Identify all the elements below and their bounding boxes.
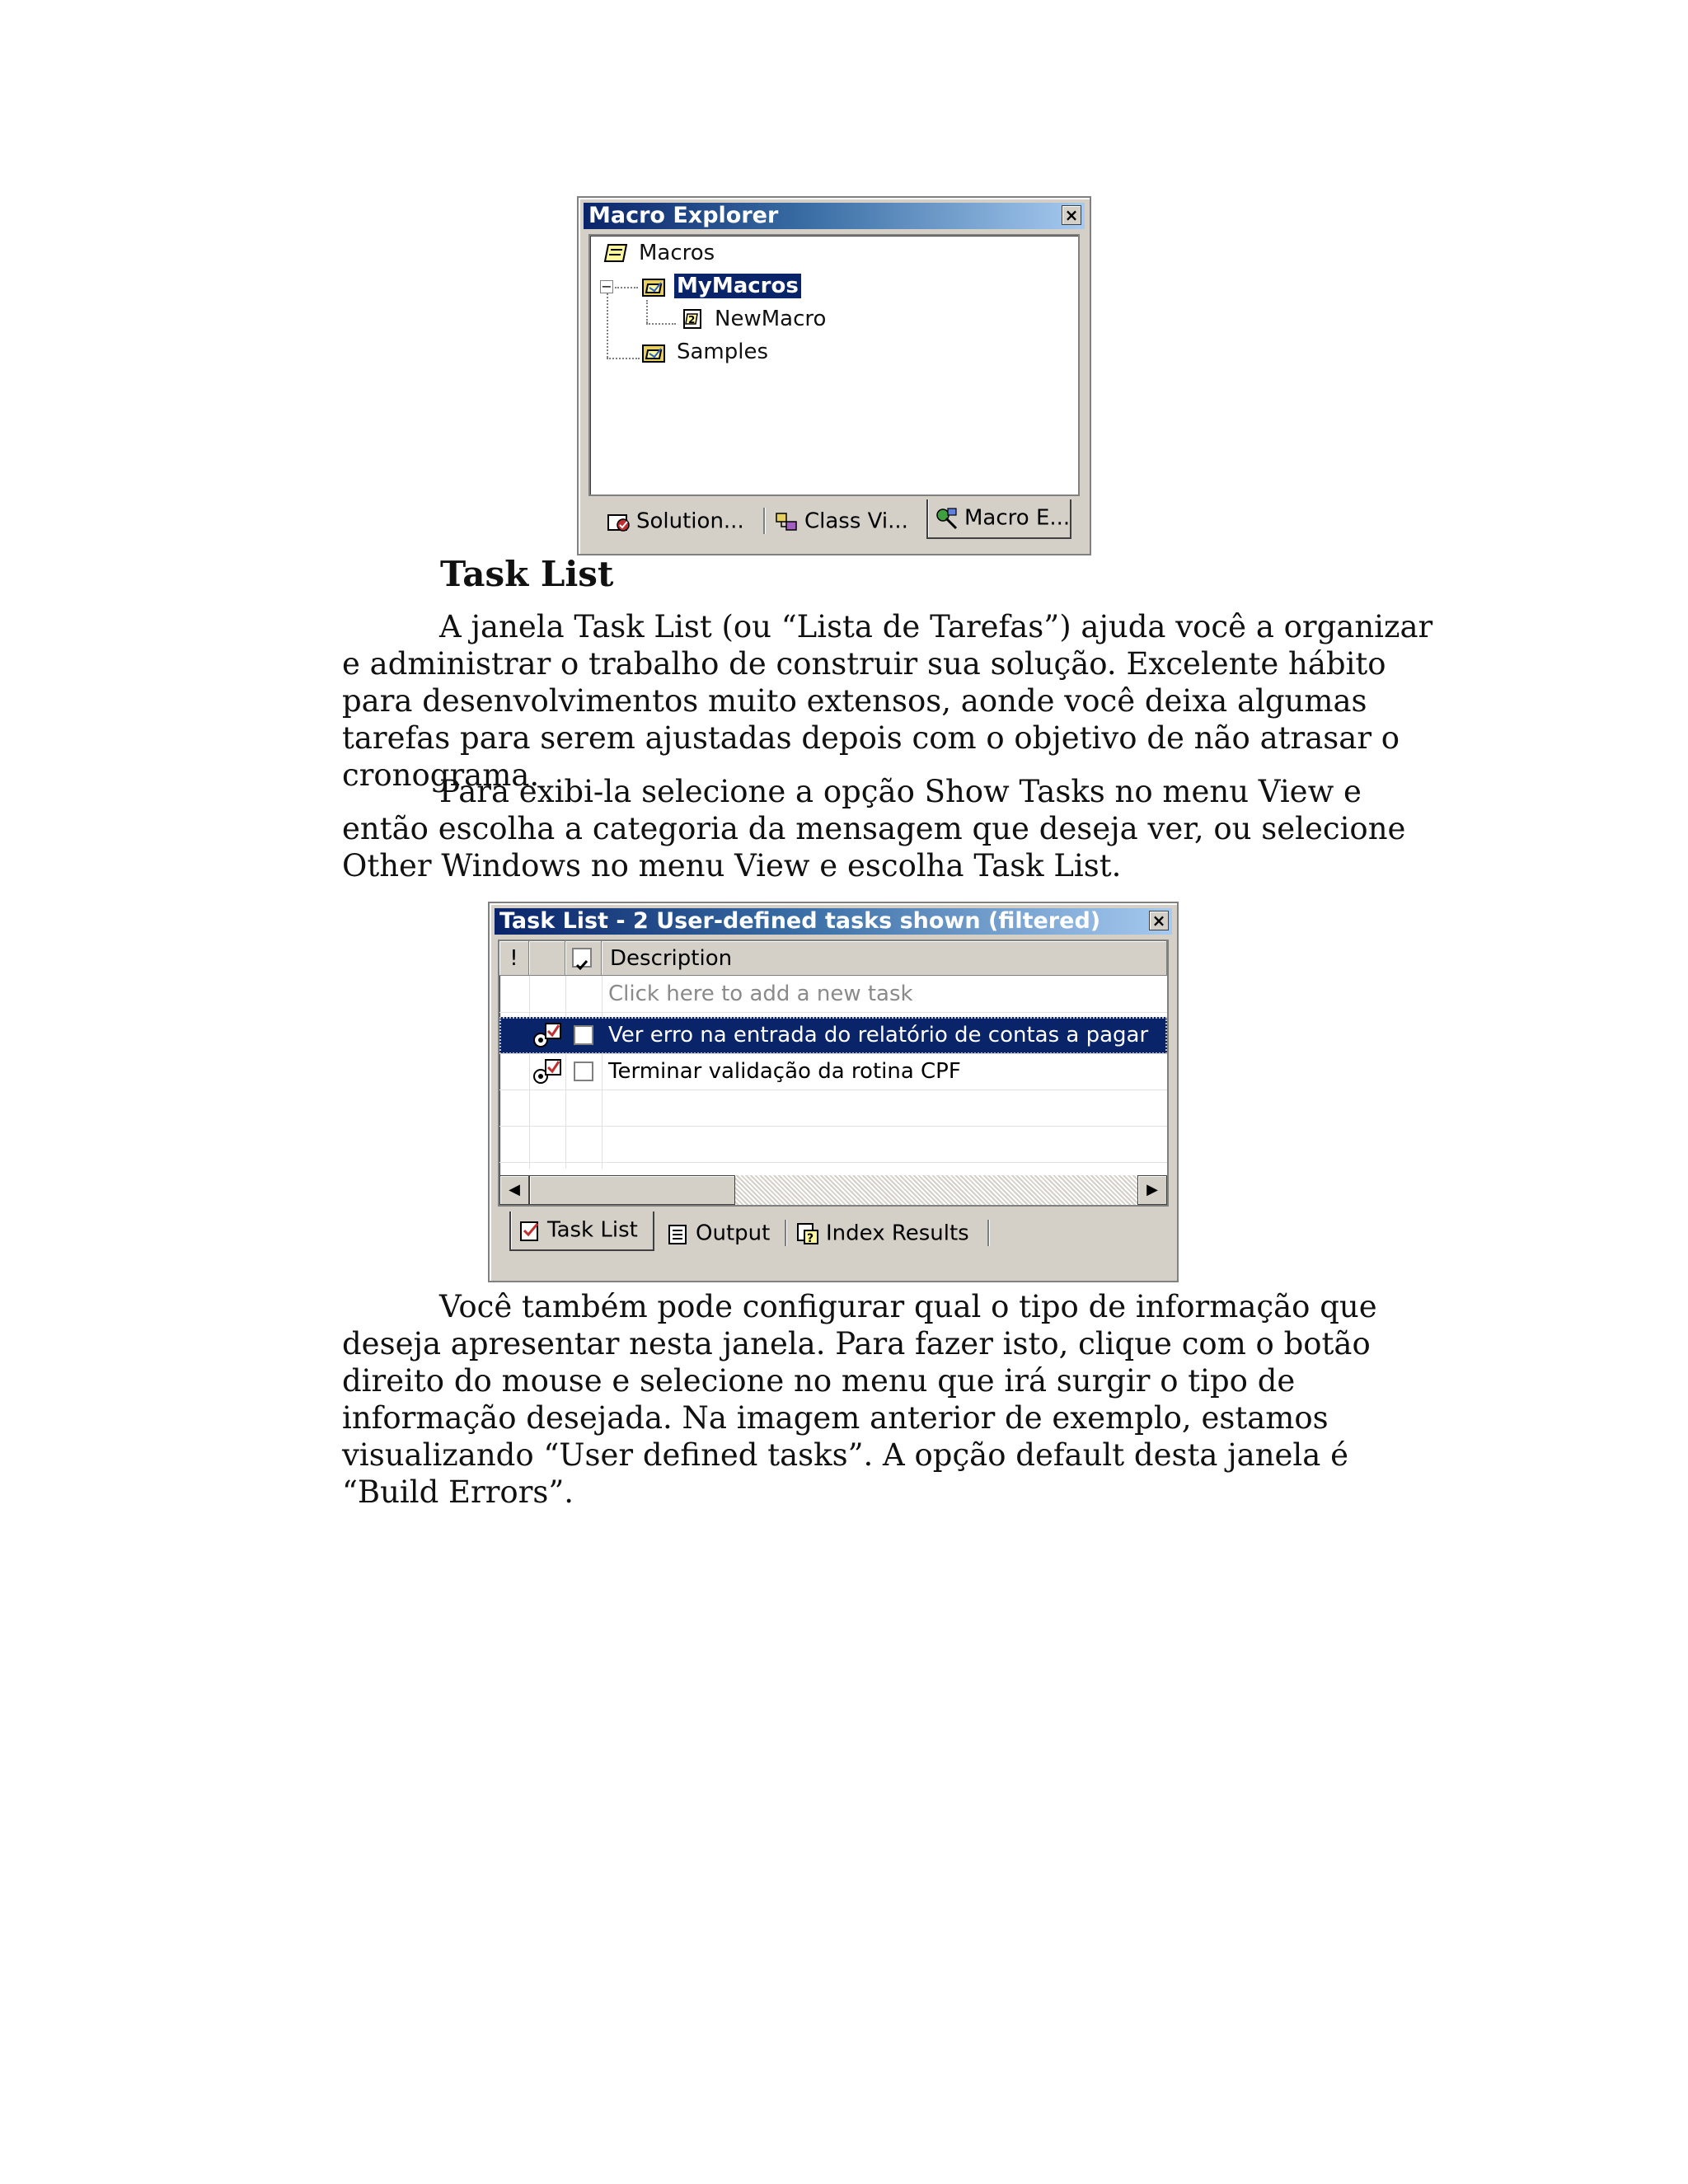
tab-separator bbox=[987, 1220, 990, 1246]
task-description[interactable]: Terminar validação da rotina CPF bbox=[608, 1059, 961, 1084]
svg-text:?: ? bbox=[807, 1231, 814, 1245]
tab-separator bbox=[785, 1220, 787, 1246]
macro-explorer-title: Macro Explorer bbox=[588, 203, 779, 228]
tree-connector bbox=[607, 284, 608, 358]
macro-project-icon bbox=[641, 274, 668, 298]
task-list-close-button[interactable]: × bbox=[1149, 911, 1169, 930]
macros-scroll-icon bbox=[603, 241, 630, 265]
task-list-window bbox=[488, 902, 1179, 1282]
tree-connector bbox=[607, 358, 640, 359]
scroll-right-button[interactable]: ▶ bbox=[1137, 1175, 1167, 1205]
tree-connector bbox=[646, 323, 676, 325]
tree-item-label: MyMacros bbox=[674, 274, 801, 298]
tab-label: Solution... bbox=[636, 509, 744, 534]
paragraph-3 bbox=[342, 1288, 1438, 1511]
add-task-placeholder[interactable]: Click here to add a new task bbox=[608, 982, 913, 1006]
tab-index-results[interactable] bbox=[790, 1215, 984, 1251]
tab-output[interactable] bbox=[659, 1215, 781, 1251]
table-row[interactable] bbox=[499, 1053, 1167, 1090]
tab-separator bbox=[763, 508, 766, 534]
macro-explorer-window bbox=[577, 196, 1091, 555]
tab-class-view[interactable] bbox=[768, 503, 925, 539]
index-results-icon bbox=[796, 1222, 821, 1245]
tab-solution-explorer[interactable] bbox=[600, 503, 762, 539]
macro-explorer-close-button[interactable]: × bbox=[1062, 205, 1081, 225]
tree-connector bbox=[615, 287, 638, 288]
macro-explorer-icon bbox=[935, 507, 959, 530]
task-complete-checkbox[interactable] bbox=[574, 1025, 593, 1045]
tab-label: Class Vi... bbox=[804, 509, 908, 534]
task-list-icon bbox=[518, 1219, 542, 1242]
task-list-tabs bbox=[498, 1212, 1169, 1256]
macro-module-icon bbox=[679, 307, 706, 330]
column-header-type[interactable] bbox=[529, 941, 565, 976]
tab-label: Index Results bbox=[826, 1221, 969, 1246]
solution-explorer-icon bbox=[607, 510, 631, 533]
task-complete-checkbox[interactable] bbox=[574, 1062, 593, 1081]
macro-project-icon bbox=[641, 340, 668, 363]
empty-row bbox=[499, 1090, 1167, 1127]
task-list-titlebar[interactable] bbox=[495, 908, 1172, 935]
paragraph-1-text: A janela Task List (ou “Lista de Tarefas”) ajuda você a organizar e administrar o trabalho de construir sua solução. Excelente hábito para desenvolvimentos muito extensos, aonde você deixa algumas tarefas para serem ajustadas depois com o objetivo de não atrasar o cronograma. bbox=[342, 609, 1433, 793]
tree-item-samples[interactable] bbox=[641, 336, 771, 367]
empty-row bbox=[499, 1126, 1167, 1163]
macro-tree bbox=[588, 234, 1080, 496]
column-header-checked[interactable] bbox=[565, 941, 602, 976]
tree-item-macros[interactable] bbox=[603, 237, 717, 268]
task-description[interactable]: Ver erro na entrada do relatório de contas a pagar bbox=[608, 1023, 1149, 1047]
scrollbar-thumb[interactable] bbox=[529, 1175, 735, 1205]
user-task-icon bbox=[531, 1058, 564, 1086]
tree-item-newmacro[interactable] bbox=[679, 303, 828, 334]
user-task-icon bbox=[531, 1022, 564, 1050]
tree-connector bbox=[646, 300, 648, 323]
macro-explorer-titlebar[interactable] bbox=[584, 203, 1085, 229]
svg-text:2: 2 bbox=[688, 313, 696, 326]
paragraph-2-text: Para exibi-la selecione a opção Show Tasks no menu View e então escolha a categoria da mensagem que deseja ver, ou selecione Other Windows no menu View e escolha Task List. bbox=[342, 774, 1406, 883]
checkbox-header-icon bbox=[572, 948, 592, 968]
paragraph-3-text: Você também pode configurar qual o tipo de informação que deseja apresentar nesta janela. Para fazer isto, clique com o botão direito do mouse e selecione no menu que irá surgir o tipo de informação desejada. Na imagem anterior de exemplo, estamos visualizando “User defined tasks”. A opção default desta janela é “Build Errors”. bbox=[342, 1289, 1377, 1510]
task-list-title: Task List - 2 User-defined tasks shown (filtered) bbox=[499, 908, 1101, 934]
tree-item-label: NewMacro bbox=[715, 306, 827, 331]
collapse-toggle[interactable]: − bbox=[601, 279, 612, 294]
output-icon bbox=[666, 1222, 691, 1245]
column-header-priority[interactable]: ! bbox=[499, 941, 529, 976]
macro-explorer-tabs bbox=[588, 499, 1080, 541]
task-grid bbox=[498, 940, 1169, 1207]
tree-item-label: Macros bbox=[639, 240, 715, 265]
paragraph-1 bbox=[342, 608, 1438, 794]
table-row[interactable] bbox=[499, 1017, 1167, 1054]
column-header-description[interactable]: Description bbox=[602, 941, 1167, 976]
tab-label: Macro E... bbox=[964, 505, 1071, 531]
tab-task-list[interactable] bbox=[509, 1212, 654, 1251]
tab-macro-explorer[interactable] bbox=[926, 499, 1071, 539]
add-task-row[interactable] bbox=[499, 976, 1167, 1013]
tree-item-mymacros[interactable] bbox=[641, 270, 801, 301]
section-heading: Task List bbox=[440, 554, 614, 594]
horizontal-scrollbar[interactable] bbox=[499, 1175, 1167, 1205]
tab-label: Task List bbox=[547, 1217, 638, 1243]
scroll-left-button[interactable]: ◀ bbox=[499, 1175, 529, 1205]
class-view-icon bbox=[775, 510, 799, 533]
tab-label: Output bbox=[696, 1221, 771, 1246]
paragraph-2 bbox=[342, 773, 1438, 884]
tree-item-label: Samples bbox=[677, 339, 769, 364]
